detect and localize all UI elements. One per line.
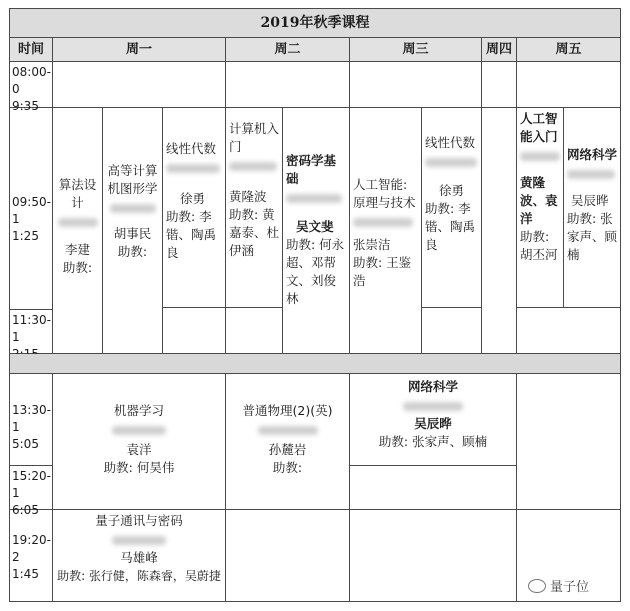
header-monday: 周一 [53, 38, 226, 62]
wechat-icon [528, 579, 546, 593]
fri-slot-1 [517, 62, 621, 108]
blurred-text [286, 194, 342, 203]
blurred-text [110, 204, 156, 213]
teacher: 胡事民 [113, 226, 152, 241]
course-advanced-graphics[interactable] [103, 108, 163, 354]
thu-slot-1 [482, 62, 517, 108]
teaching-assistants: 助教: 张行健，陈森睿，吴蔚捷 [57, 569, 221, 583]
course-linear-algebra-wed[interactable] [422, 108, 482, 308]
mon-empty-cell [163, 308, 226, 354]
header-wednesday: 周三 [350, 38, 482, 62]
wed-afternoon-empty [350, 466, 517, 510]
teacher: 吴辰晔 [414, 416, 452, 431]
blurred-text [520, 152, 560, 161]
teaching-assistants: 助教: [62, 260, 93, 275]
teacher: 黄隆波 [229, 189, 267, 204]
teacher: 徐勇 [180, 191, 206, 206]
course-general-physics[interactable] [226, 374, 350, 510]
blurred-text [567, 170, 615, 179]
course-network-science-wed[interactable] [350, 374, 517, 466]
blurred-text [403, 402, 463, 411]
teaching-assistants: 助教: [117, 244, 148, 259]
teaching-assistants: 助教: 张家声、顾楠 [378, 434, 488, 449]
course-name: 量子通讯与密码 [95, 513, 183, 528]
tue-evening-empty [226, 510, 350, 602]
teaching-assistants: 助教: 何昊伟 [103, 460, 175, 475]
time-slot-4: 13:30-1 5:05 [9, 374, 53, 466]
watermark-text: 量子位 [550, 580, 590, 595]
blurred-text [58, 218, 98, 227]
time-slot-3: 11:30-1 [9, 310, 53, 354]
course-algorithm-design[interactable] [53, 108, 103, 354]
time-slot-2: 09:50-1 1:25 [9, 108, 53, 310]
thu-morning-empty [482, 108, 517, 354]
tue-empty-cell [226, 308, 283, 354]
time-slot-5: 15:20-1 6:05 [9, 466, 53, 510]
tue-slot-1 [226, 62, 350, 108]
watermark [528, 576, 589, 595]
course-name: 密码学基础 [286, 153, 337, 186]
teacher: 吴辰晔 [571, 193, 609, 208]
course-name: 高等计算机图形学 [107, 163, 158, 196]
course-name: 网络科学 [567, 147, 618, 162]
header-thursday: 周四 [482, 38, 517, 62]
course-name: 计算机入门 [229, 121, 280, 154]
course-machine-learning[interactable] [53, 374, 226, 510]
teacher: 张崇洁 [353, 237, 391, 252]
teacher: 李建 [64, 242, 90, 257]
course-name: 网络科学 [407, 379, 458, 394]
teacher: 黄隆波、袁洋 [520, 175, 558, 226]
page-title: 2019年秋季课程 [9, 8, 621, 38]
course-quantum-communication[interactable] [53, 510, 226, 602]
course-network-science-fri[interactable] [564, 108, 621, 308]
teacher: 马雄峰 [120, 550, 158, 565]
course-intro-cs[interactable] [226, 108, 283, 308]
blurred-text [353, 218, 413, 227]
teacher: 徐勇 [439, 183, 465, 198]
course-name: 线性代数 [166, 141, 217, 156]
teaching-assistants: 助教: 胡丕河 [520, 229, 558, 262]
time-slot-6: 19:20-2 1:45 [9, 510, 53, 602]
course-name: 算法设计 [58, 177, 97, 210]
blurred-text [425, 158, 477, 167]
teaching-assistants: 助教: 李锴、陶禹良 [425, 201, 476, 252]
course-name: 机器学习 [113, 403, 164, 418]
blurred-text [258, 426, 318, 435]
blurred-text [112, 536, 166, 545]
teaching-assistants: 助教: 张家声、顾楠 [567, 211, 618, 262]
teaching-assistants: 助教: [272, 460, 303, 475]
header-friday: 周五 [517, 38, 621, 62]
course-crypto-basics[interactable] [283, 108, 350, 354]
teacher: 孙麓岩 [268, 442, 307, 457]
teaching-assistants: 助教: 李锴、陶禹良 [166, 209, 217, 260]
fri-empty-cell [517, 308, 621, 354]
lunch-break-row [9, 354, 621, 374]
course-linear-algebra-mon[interactable] [163, 108, 226, 308]
fri-afternoon-empty [517, 374, 621, 510]
blurred-text [166, 164, 220, 173]
course-name: 人工智能:原理与技术 [353, 177, 416, 210]
teacher: 袁洋 [126, 442, 152, 457]
blurred-text [229, 162, 277, 171]
course-name: 普通物理(2)(英) [242, 403, 333, 418]
teaching-assistants: 助教: 王鉴浩 [353, 255, 412, 288]
blurred-text [112, 426, 166, 435]
teaching-assistants: 助教: 黄嘉泰、杜伊涵 [229, 207, 280, 258]
header-tuesday: 周二 [226, 38, 350, 62]
course-name: 人工智能入门 [520, 111, 558, 144]
teaching-assistants: 助教: 何永超、邓帮文、刘俊林 [286, 237, 345, 306]
course-ai-principles[interactable] [350, 108, 422, 354]
wed-empty-cell [422, 308, 482, 354]
teacher: 吴文斐 [296, 219, 334, 234]
mon-slot-1 [53, 62, 226, 108]
wed-slot-1 [350, 62, 482, 108]
header-time: 时间 [9, 38, 53, 62]
time-slot-1: 08:00-0 9:35 [9, 62, 53, 108]
course-ai-intro[interactable] [517, 108, 564, 308]
course-name: 线性代数 [425, 135, 476, 150]
wed-evening-empty [350, 510, 517, 602]
